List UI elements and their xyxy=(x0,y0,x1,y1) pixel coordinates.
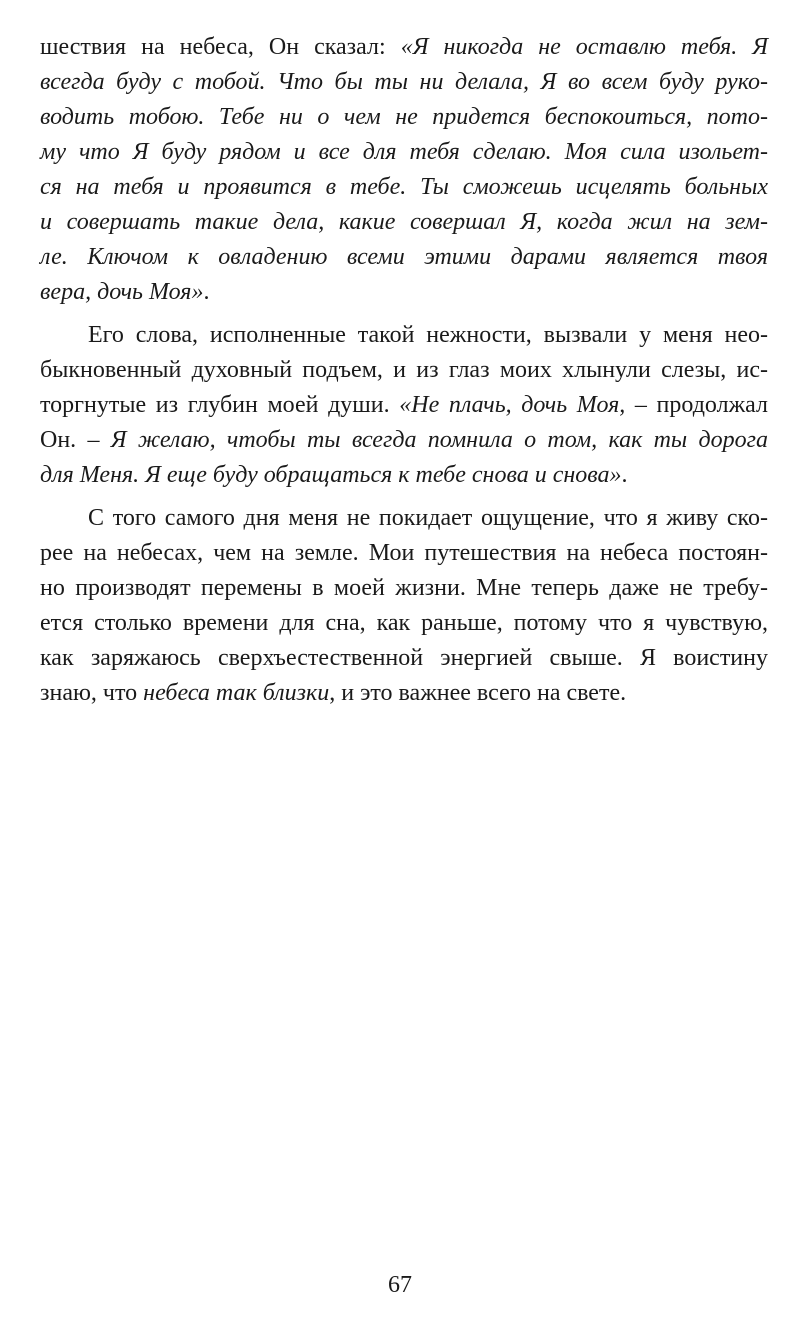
page-body xyxy=(40,30,768,719)
text-segment: . xyxy=(203,279,210,305)
italic-text-segment: небеса так близки xyxy=(143,680,330,706)
text-line xyxy=(40,606,768,641)
text-segment: но производят перемены в моей жизни. Мне теперь даже не требу- xyxy=(40,575,768,601)
text-segment: С того самого дня меня не покидает ощущение, что я живу ско- xyxy=(88,505,768,531)
text-line xyxy=(40,641,768,676)
text-line xyxy=(40,170,768,205)
text-line xyxy=(40,458,768,493)
text-line xyxy=(40,423,768,458)
italic-text-segment: для Меня. Я еще буду обращаться к тебе снова и снова» xyxy=(40,462,622,488)
text-segment: торгнутые из глубин моей души. xyxy=(40,392,400,418)
text-line xyxy=(40,30,768,65)
italic-text-segment: Я желаю, чтобы ты всегда помнила о том, как ты дорога xyxy=(110,427,768,453)
text-line xyxy=(40,318,768,353)
italic-text-segment: ле. Ключом к овладению всеми этими дарами является твоя xyxy=(40,244,768,270)
text-segment: – продолжал xyxy=(634,392,768,418)
page-number: 67 xyxy=(388,1272,412,1298)
italic-text-segment: вера, дочь Моя» xyxy=(40,279,204,305)
text-line xyxy=(40,205,768,240)
paragraph xyxy=(40,30,768,310)
text-line xyxy=(40,135,768,170)
text-segment: ется столько времени для сна, как раньше, потому что я чувствую, xyxy=(40,610,768,636)
italic-text-segment: и совершать такие дела, какие совершал Я, когда жил на зем- xyxy=(40,209,768,235)
text-line xyxy=(40,100,768,135)
italic-text-segment: ся на тебя и проявится в тебе. Ты сможешь исцелять больных xyxy=(40,174,768,200)
text-line xyxy=(40,240,768,275)
italic-text-segment: водить тобою. Тебе ни о чем не придется беспокоиться, пото- xyxy=(40,104,768,130)
text-line xyxy=(40,65,768,100)
text-line xyxy=(40,388,768,423)
text-segment: знаю, что xyxy=(40,680,144,706)
text-line xyxy=(40,353,768,388)
text-segment: . xyxy=(621,462,628,488)
text-line xyxy=(40,536,768,571)
italic-text-segment: всегда буду с тобой. Что бы ты ни делала, Я во всем буду руко- xyxy=(40,69,768,95)
italic-text-segment: му что Я буду рядом и все для тебя сделаю. Моя сила изольет- xyxy=(40,139,768,165)
text-segment: Его слова, исполненные такой нежности, вызвали у меня нео- xyxy=(88,322,768,348)
italic-text-segment: «Не плачь, дочь Моя, xyxy=(399,392,635,418)
text-line xyxy=(40,501,768,536)
italic-text-segment: «Я никогда не оставлю тебя. Я xyxy=(400,34,768,60)
text-segment: рее на небесах, чем на земле. Мои путешествия на небеса постоян- xyxy=(40,540,768,566)
text-segment: шествия на небеса, Он сказал: xyxy=(40,34,401,60)
paragraph xyxy=(40,501,768,711)
text-segment: как заряжаюсь сверхъестественной энергией свыше. Я воистину xyxy=(40,645,768,671)
text-line xyxy=(40,275,768,310)
paragraph xyxy=(40,318,768,493)
text-segment: , и это важнее всего на свете. xyxy=(329,680,627,706)
text-segment: быкновенный духовный подъем, и из глаз моих хлынули слезы, ис- xyxy=(40,357,768,383)
text-line xyxy=(40,571,768,606)
text-segment: Он. – xyxy=(40,427,111,453)
text-line xyxy=(40,676,768,711)
